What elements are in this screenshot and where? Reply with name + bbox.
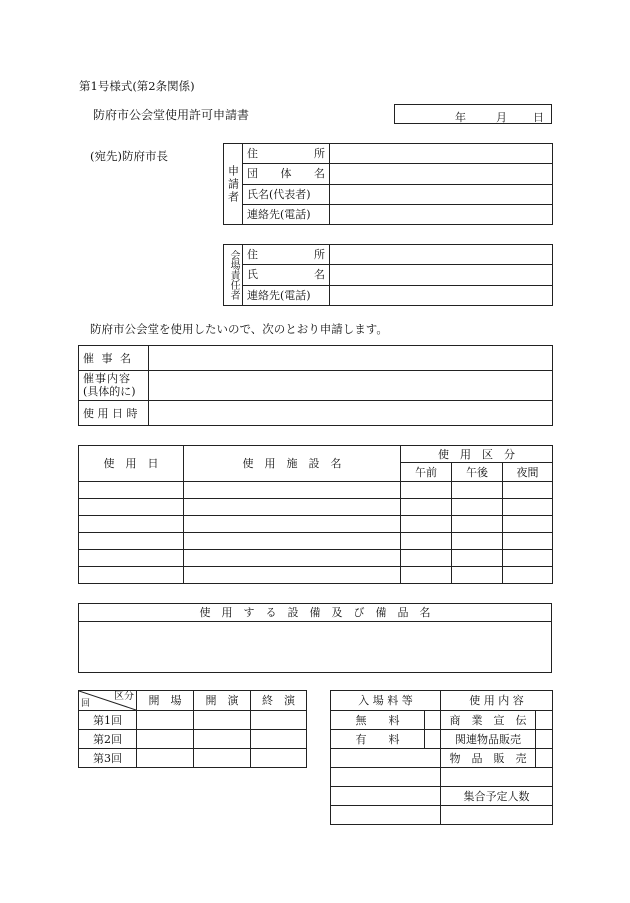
event-table: [78, 345, 553, 426]
usage-facility-field[interactable]: [184, 482, 401, 499]
schedule-open-header: 開 場: [137, 691, 194, 711]
usage-night-header: 夜間: [503, 463, 553, 482]
schedule-row: [79, 711, 307, 730]
fee-free-label: 無 料: [331, 711, 425, 730]
use-content-header: 使 用 内 容: [441, 691, 553, 711]
equipment-field[interactable]: [79, 622, 552, 673]
schedule-corner-bottom: 回: [81, 699, 91, 709]
date-day-label: 日: [533, 111, 544, 124]
usage-am-field[interactable]: [401, 550, 452, 567]
use-commercial-label: 商 業 宣 伝: [441, 711, 536, 730]
event-name-label: 催 事 名: [79, 346, 149, 371]
applicant-address-label: 住 所: [243, 144, 330, 164]
usage-am-field[interactable]: [401, 533, 452, 550]
fee-extra-field[interactable]: [331, 768, 441, 787]
usage-facility-field[interactable]: [184, 550, 401, 567]
form-id: 第1号様式(第2条関係): [79, 79, 195, 93]
usage-night-field[interactable]: [503, 550, 553, 567]
usage-row: [79, 499, 553, 516]
usage-row: [79, 550, 553, 567]
use-goods-sales-checkbox[interactable]: [536, 749, 553, 768]
usage-facility-field[interactable]: [184, 533, 401, 550]
applicant-representative-label: 氏名(代表者): [243, 184, 330, 204]
use-commercial-checkbox[interactable]: [536, 711, 553, 730]
fees-header: 入 場 料 等: [331, 691, 441, 711]
applicant-group-name-field[interactable]: [330, 164, 553, 184]
fee-free-checkbox[interactable]: [425, 711, 441, 730]
schedule-start-field[interactable]: [194, 749, 251, 768]
date-year-label: 年: [455, 111, 466, 124]
venue-manager-name-field[interactable]: [330, 265, 553, 285]
usage-am-header: 午前: [401, 463, 452, 482]
application-statement: 防府市公会堂を使用したいので、次のとおり申請します。: [90, 322, 388, 336]
venue-manager-address-field[interactable]: [330, 245, 553, 265]
usage-date-field[interactable]: [79, 499, 184, 516]
venue-manager-group-label: 会場責任者: [224, 245, 243, 306]
usage-table: [78, 445, 553, 584]
usage-row: [79, 567, 553, 584]
fee-paid-checkbox[interactable]: [425, 730, 441, 749]
usage-night-field[interactable]: [503, 499, 553, 516]
applicant-phone-field[interactable]: [330, 204, 553, 224]
applicant-group-name-label: 団 体 名: [243, 164, 330, 184]
schedule-end-field[interactable]: [251, 711, 307, 730]
usage-facility-field[interactable]: [184, 567, 401, 584]
applicant-group-label: 申請者: [224, 144, 243, 225]
usage-am-field[interactable]: [401, 499, 452, 516]
schedule-end-header: 終 演: [251, 691, 307, 711]
use-extra-field[interactable]: [441, 768, 553, 787]
usage-date-field[interactable]: [79, 533, 184, 550]
schedule-open-field[interactable]: [137, 749, 194, 768]
usage-am-field[interactable]: [401, 567, 452, 584]
event-content-field[interactable]: [149, 371, 553, 401]
usage-row: [79, 516, 553, 533]
usage-date-field[interactable]: [79, 550, 184, 567]
fee-extra-field-3[interactable]: [331, 806, 441, 825]
schedule-row: [79, 749, 307, 768]
venue-manager-phone-label: 連絡先(電話): [243, 285, 330, 305]
usage-facility-header: 使 用 施 設 名: [184, 446, 401, 482]
schedule-start-header: 開 演: [194, 691, 251, 711]
schedule-start-field[interactable]: [194, 730, 251, 749]
usage-night-field[interactable]: [503, 567, 553, 584]
schedule-round-label: 第1回: [79, 711, 137, 730]
schedule-open-field[interactable]: [137, 711, 194, 730]
event-datetime-label: 使 用 日 時: [79, 401, 149, 426]
schedule-end-field[interactable]: [251, 749, 307, 768]
usage-division-header: 使 用 区 分: [401, 446, 553, 463]
applicant-address-field[interactable]: [330, 144, 553, 164]
equipment-table: [78, 603, 552, 673]
usage-date-field[interactable]: [79, 516, 184, 533]
fee-amount-field[interactable]: [331, 749, 441, 768]
event-datetime-field[interactable]: [149, 401, 553, 426]
addressee: (宛先)防府市長: [90, 149, 168, 163]
applicant-table: [223, 143, 553, 225]
usage-pm-field[interactable]: [452, 516, 503, 533]
usage-night-field[interactable]: [503, 516, 553, 533]
equipment-header: 使 用 す る 設 備 及 び 備 品 名: [79, 604, 552, 622]
attendance-field[interactable]: [441, 806, 553, 825]
usage-pm-field[interactable]: [452, 533, 503, 550]
usage-facility-field[interactable]: [184, 499, 401, 516]
usage-pm-header: 午後: [452, 463, 503, 482]
usage-am-field[interactable]: [401, 516, 452, 533]
venue-manager-name-label: 氏 名: [243, 265, 330, 285]
venue-manager-table: [223, 244, 553, 306]
venue-manager-address-label: 住 所: [243, 245, 330, 265]
usage-date-field[interactable]: [79, 567, 184, 584]
fee-extra-field-2[interactable]: [331, 787, 441, 806]
date-month-label: 月: [496, 111, 507, 124]
use-goods-sales-label: 物 品 販 売: [441, 749, 536, 768]
schedule-corner-top: 区分: [114, 691, 134, 702]
usage-pm-field[interactable]: [452, 567, 503, 584]
usage-night-field[interactable]: [503, 482, 553, 499]
usage-date-header: 使 用 日: [79, 446, 184, 482]
usage-row: [79, 533, 553, 550]
schedule-round-label: 第3回: [79, 749, 137, 768]
usage-night-field[interactable]: [503, 533, 553, 550]
event-name-field[interactable]: [149, 346, 553, 371]
schedule-round-label: 第2回: [79, 730, 137, 749]
usage-am-field[interactable]: [401, 482, 452, 499]
usage-row: [79, 482, 553, 499]
schedule-table: [78, 690, 307, 768]
schedule-open-field[interactable]: [137, 730, 194, 749]
schedule-corner: [79, 691, 137, 711]
use-related-goods-checkbox[interactable]: [536, 730, 553, 749]
attendance-label: 集合予定人数: [441, 787, 553, 806]
event-content-label: 催事内容 (具体的に): [79, 371, 149, 401]
use-related-goods-label: 関連物品販売: [441, 730, 536, 749]
venue-manager-phone-field[interactable]: [330, 285, 553, 305]
fee-paid-label: 有 料: [331, 730, 425, 749]
date-box[interactable]: [394, 104, 552, 124]
applicant-representative-field[interactable]: [330, 184, 553, 204]
usage-date-field[interactable]: [79, 482, 184, 499]
schedule-end-field[interactable]: [251, 730, 307, 749]
usage-pm-field[interactable]: [452, 550, 503, 567]
usage-facility-field[interactable]: [184, 516, 401, 533]
usage-pm-field[interactable]: [452, 482, 503, 499]
applicant-phone-label: 連絡先(電話): [243, 204, 330, 224]
page-title: 防府市公会堂使用許可申請書: [93, 108, 250, 122]
fees-table: [330, 690, 553, 825]
schedule-row: [79, 730, 307, 749]
usage-pm-field[interactable]: [452, 499, 503, 516]
schedule-start-field[interactable]: [194, 711, 251, 730]
